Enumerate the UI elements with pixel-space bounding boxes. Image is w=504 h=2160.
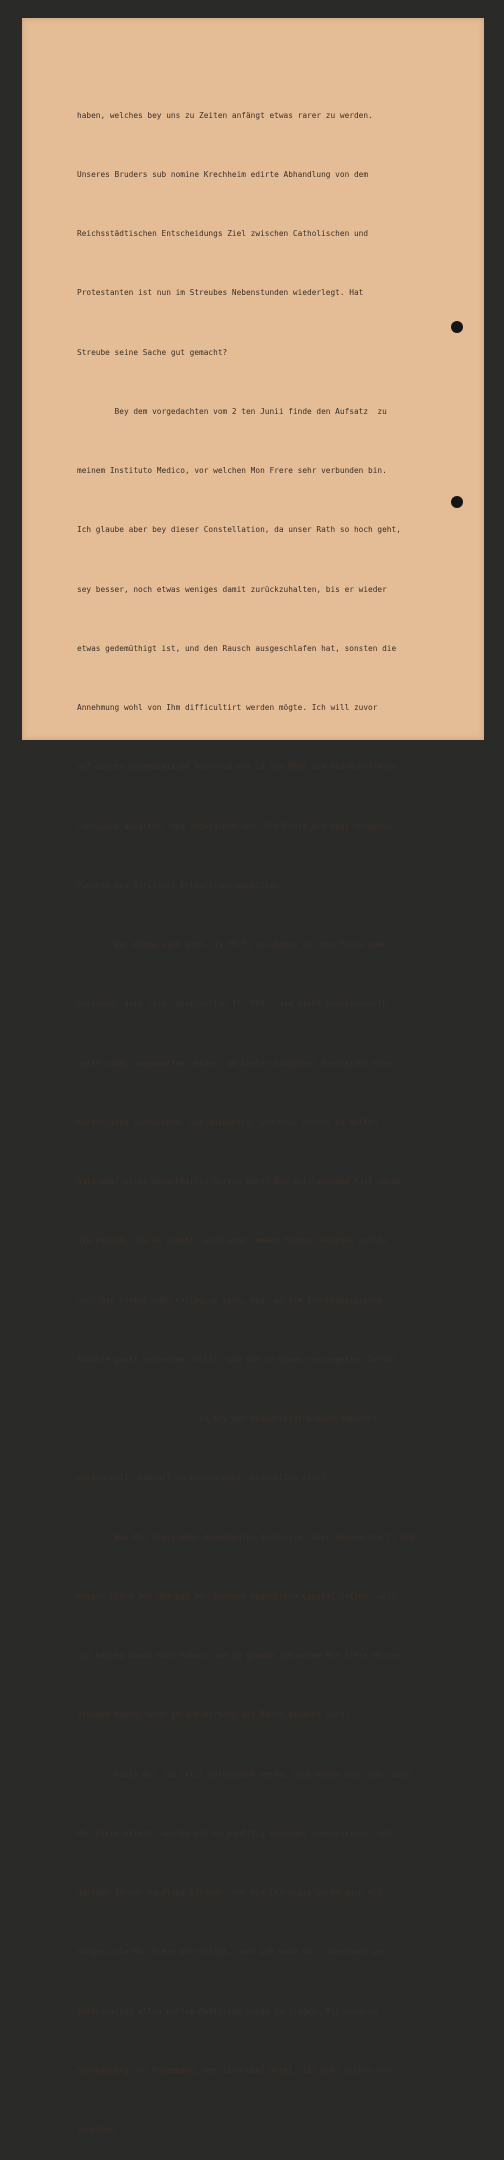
text-line: haben, welches bey uns zu Zeiten anfängt etwas rarer zu werden.: [77, 110, 373, 120]
text-line: Puncten des Aufsatzes Erläuterung ausbitten:: [77, 880, 284, 890]
text-line: standen haben, wenn in dem Aufsatz des Banco gedacht wird?: [77, 1710, 350, 1720]
text-line: Reichsstädtischen Entscheidungs Ziel zwischen Catholischen und: [77, 229, 369, 238]
text-line: Senckenberg von Friedberg, der sich übel artet, ist wohl nichts vor-: [77, 2065, 397, 2075]
text-line: Ich glaube aber bey dieser Constellation, da unser Rath so hoch geht,: [77, 525, 401, 535]
text-line: Wer mögte sich wohl, da 75 fl von denen vor Mon Frere oder: [77, 940, 387, 949]
text-line: Bürgerliche Consulente, die auswärtig, und hier nichts zu hoffen: [77, 1117, 378, 1127]
text-line: zunehmen.: [77, 2125, 120, 2134]
text-line: Bey dem vorgedachten vom 2 ten Junii finde den Aufsatz zu: [77, 406, 387, 416]
text-line: Protestanten ist nun im Streubes Nebenstunden wiederlegt. Hat: [77, 288, 364, 298]
text-line: Verbesserung allem partem Medicinae Sorge zu tragen. Mit unserem: [77, 2006, 378, 2016]
text-line: Conclusum abwarten, und inzwischen von Mon Frere mir über folgende: [77, 821, 392, 831]
text-line: auf obiges Grimmeisische Decretum vom 24 ten Maji ein Reichshofraths: [77, 762, 397, 772]
typed-letter-body: [77, 66, 477, 2160]
punch-hole: [451, 496, 463, 508]
text-line: Familie gantz erlöschen sollte, und das in einem versiegelten Zettul: [77, 1354, 397, 1364]
text-line: Wan Mon Frere oder dependenten destinire, aber obgedachte fl 500: [77, 1532, 415, 1542]
text-line: etwas gedemüthigt ist, und den Rausch ausgeschlafen hat, sonsten die: [77, 643, 397, 653]
text-line: Unseres Bruders sub nomine Krechheim edirte Abhandlung von dem: [77, 169, 369, 179]
punch-hole: [451, 321, 463, 333]
text-line: sorgen, wie Mon Frere vorschlägt, dann ich habe vor, überhaupt vor: [77, 1947, 387, 1957]
text-line: Annehmung wohl von Ihm difficultirt werden mögte. Ich will zuvor: [77, 703, 378, 712]
text-line: die Person, die es angeht, auch wohl jemand finden, welches sollte: [77, 1236, 387, 1246]
text-line: so bey der Universität Gießen deponirt: [77, 1414, 378, 1423]
text-line: meinem Instituto Medico, vor welchen Mon Frere sehr verbunden bin.: [77, 466, 387, 475]
text-line: Streube seine Sache gut gemacht?: [77, 347, 228, 357]
text-line: darüber ferner Handlung pflegen. Vor die Chirurgie werde auch mit: [77, 1888, 383, 1897]
text-line: werth sind, ausgeworfen werden, am besten schicken? Vielleicht eine: [77, 1058, 392, 1068]
text-line: müssen hiero von dem bey der Rechney deponirten Capital fallen, weil: [77, 1591, 397, 1601]
text-line: Mon Frere selbst, wollen wir es künfftig einander communiciren, und: [77, 1828, 392, 1838]
text-line: hat? oder eines benachbarten Herren Rath? Bey entstehendem Fall würde: [77, 1177, 401, 1186]
text-line: posteros, dato casu, destinirten fl. 500., die nicht Danckenswerth: [77, 999, 387, 1009]
text-line: werden soll, namhaft zu machen wäre,,eigentlich seyn?: [77, 1473, 326, 1483]
text-line: sey besser, noch etwas weniges damit zurückzuhalten, bis er wieder: [77, 584, 387, 594]
text-line: wir keinen Banco hier haben; und so glaube ich werde Mon Frere es ver: [77, 1651, 401, 1660]
text-line: wohl das Corpus oder Collegium seyn, das, wo die Senckenbergische: [77, 1295, 383, 1305]
text-line: Falls mir, da jetzt verhindert werde, noch etwas bey, oder auch: [77, 1769, 411, 1779]
